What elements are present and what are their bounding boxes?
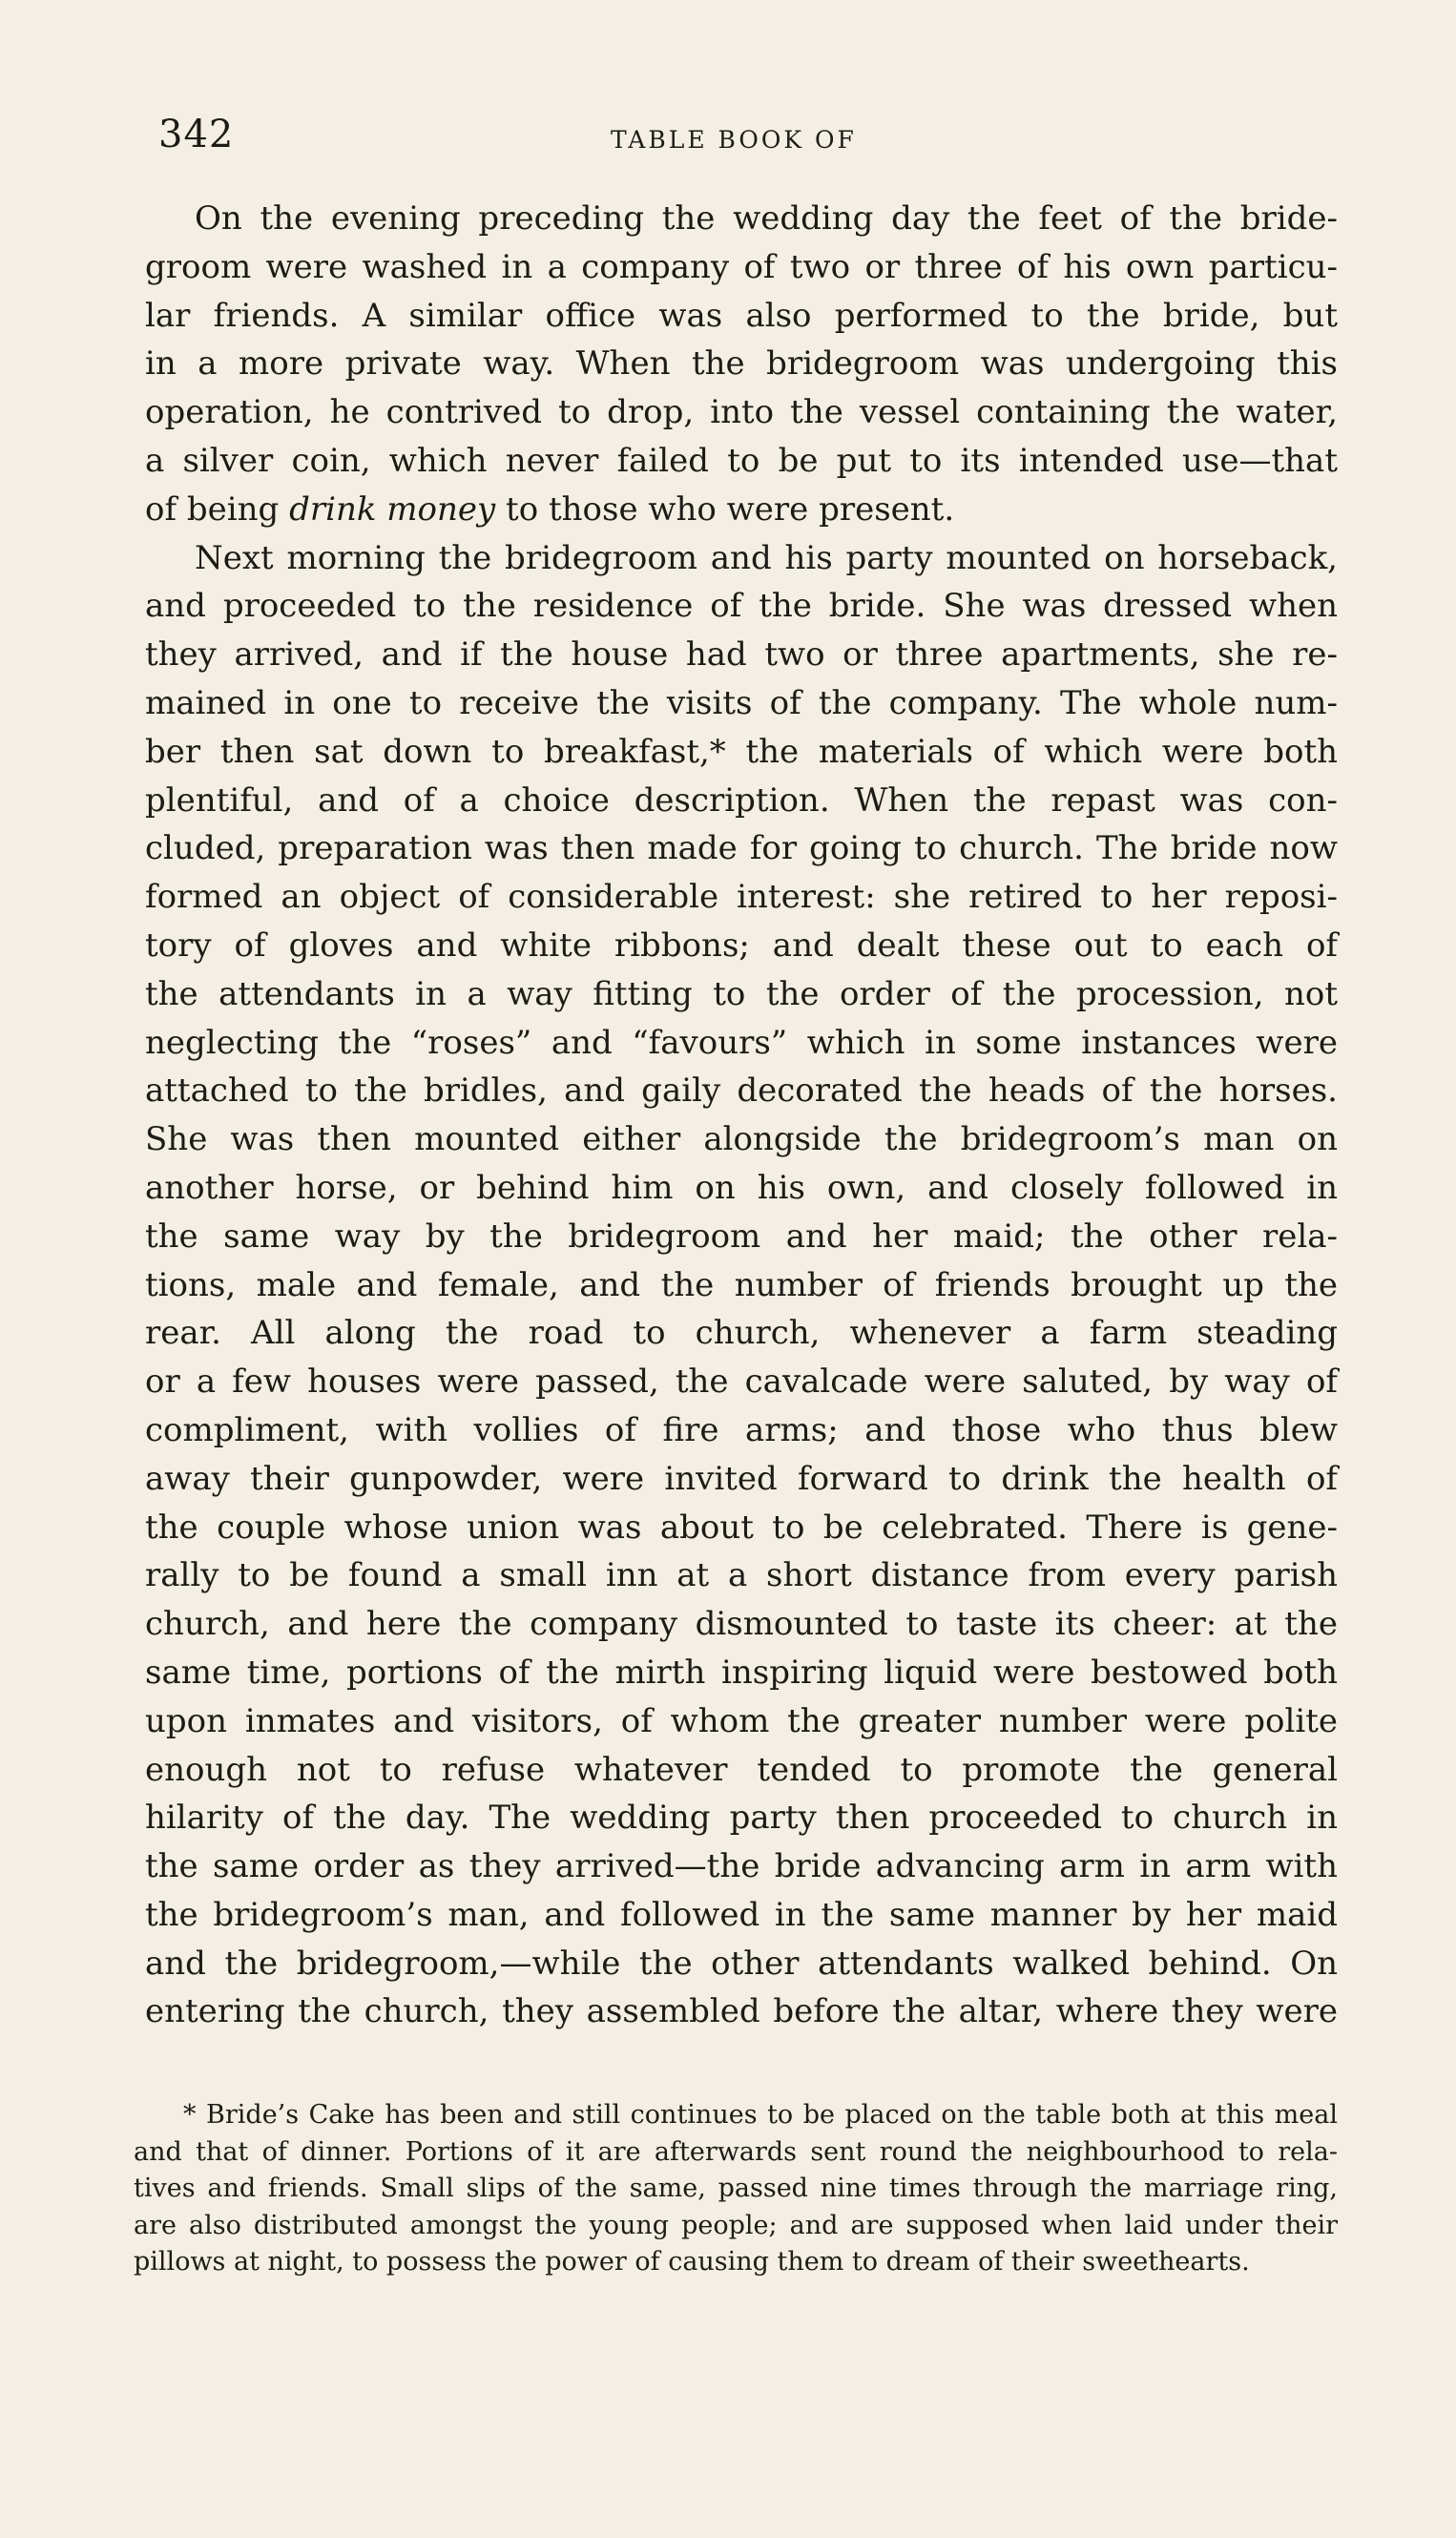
running-head: TABLE BOOK OF (611, 126, 857, 154)
footnote (134, 2097, 1338, 2281)
body-line: On the evening preceding the wedding day the feet of the bride- (195, 199, 1338, 238)
body-line: groom were washed in a company of two or three of his own particu- (145, 247, 1338, 286)
body-line: and proceeded to the residence of the bride. She was dressed when (145, 587, 1338, 626)
body-line: enough not to refuse whatever tended to promote the general (145, 1750, 1338, 1789)
body-line: formed an object of considerable interest: she retired to her reposi- (145, 878, 1338, 917)
body-line-prefix: of being (145, 489, 290, 529)
body-line: the couple whose union was about to be celebrated. There is gene- (145, 1508, 1338, 1547)
body-line: the same way by the bridegroom and her maid; the other rela- (145, 1217, 1338, 1256)
body-line: cluded, preparation was then made for going to church. The bride now (145, 829, 1338, 868)
body-line: attached to the bridles, and gaily decorated the heads of the horses. (145, 1071, 1338, 1111)
body-line: tory of gloves and white ribbons; and dealt these out to each of (145, 926, 1338, 965)
body-line: hilarity of the day. The wedding party then proceeded to church in (145, 1799, 1338, 1838)
body-line: mained in one to receive the visits of the company. The whole num- (145, 683, 1338, 722)
footnote-line: * Bride’s Cake has been and still continues to be placed on the table both at this meal (183, 2100, 1338, 2130)
body-line: Next morning the bridegroom and his party mounted on horseback, (195, 538, 1338, 577)
page-number: 342 (158, 113, 235, 156)
body-line-suffix: to those who were present. (506, 489, 955, 529)
body-line: She was then mounted either alongside the bridegroom’s man on (145, 1120, 1338, 1159)
body-line: and the bridegroom,—while the other attendants walked behind. On (145, 1944, 1338, 1983)
body-line: church, and here the company dismounted to taste its cheer: at the (145, 1605, 1338, 1644)
body-line: another horse, or behind him on his own, and closely followed in (145, 1168, 1338, 1207)
body-line: they arrived, and if the house had two or three apartments, she re- (145, 635, 1338, 675)
footnote-line: pillows at night, to possess the power of causing them to dream of their sweethearts. (134, 2247, 1250, 2277)
body-line: ber then sat down to breakfast,* the materials of which were both (145, 732, 1338, 771)
body-line: or a few houses were passed, the cavalcade were saluted, by way of (145, 1363, 1338, 1402)
footnote-line: are also distributed amongst the young people; and are supposed when laid under their (134, 2210, 1338, 2240)
body-line: the bridegroom’s man, and followed in the same manner by her maid (145, 1895, 1338, 1934)
body-line: compliment, with vollies of fire arms; and those who thus blew (145, 1410, 1338, 1449)
body-line: a silver coin, which never failed to be put to its intended use—that (145, 441, 1338, 480)
body-line: entering the church, they assembled before the altar, where they were (145, 1992, 1338, 2031)
body-text (145, 195, 1338, 2036)
body-line: neglecting the “roses” and “favours” which in some instances were (145, 1023, 1338, 1062)
body-line: tions, male and female, and the number of friends brought up the (145, 1265, 1338, 1304)
body-line: in a more private way. When the bridegroom was undergoing this (145, 344, 1338, 384)
footnote-line: and that of dinner. Portions of it are afterwards sent round the neighbourhood to rela- (134, 2136, 1338, 2167)
body-line: the same order as they arrived—the bride advancing arm in arm with (145, 1847, 1338, 1886)
body-line: lar friends. A similar office was also performed to the bride, but (145, 296, 1338, 335)
footnote-line: tives and friends. Small slips of the same, passed nine times through the marriage ring, (134, 2174, 1338, 2203)
body-line: upon inmates and visitors, of whom the greater number were polite (145, 1701, 1338, 1740)
body-line: plentiful, and of a choice description. When the repast was con- (145, 780, 1338, 820)
body-line: operation, he contrived to drop, into the vessel containing the water, (145, 393, 1338, 432)
body-line: same time, portions of the mirth inspiring liquid were bestowed both (145, 1653, 1338, 1692)
body-line: the attendants in a way fitting to the order of the procession, not (145, 974, 1338, 1013)
body-line: rally to be found a small inn at a short distance from every parish (145, 1556, 1338, 1595)
body-line-with-italic (145, 486, 1338, 534)
body-line: away their gunpowder, were invited forward to drink the health of (145, 1459, 1338, 1498)
body-line: rear. All along the road to church, whenever a farm steading (145, 1314, 1338, 1353)
italic-phrase: drink money (289, 489, 496, 529)
